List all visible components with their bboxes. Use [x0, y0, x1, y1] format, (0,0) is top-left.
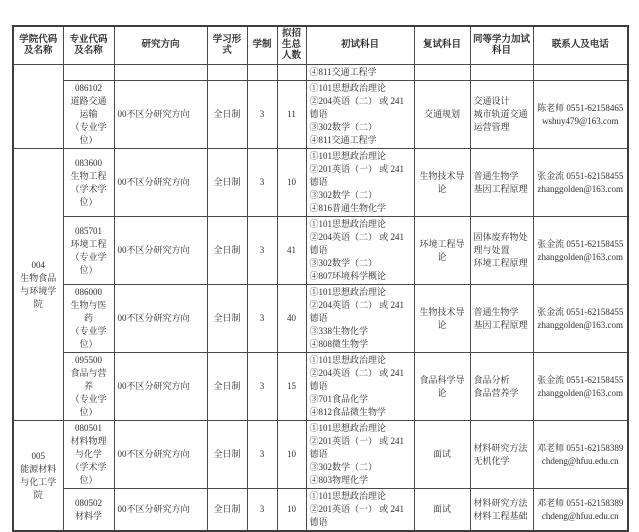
college-name-line: 生物食品与环境学院 [20, 272, 57, 309]
major-cell [63, 489, 114, 532]
exam-subject-line: ②201英语（一） 或 241德语 [309, 504, 405, 527]
major-name-line: 材料学 [74, 510, 102, 521]
exam-subject-line: ①101思想政治理论 [309, 355, 387, 365]
research-direction-cell: 00不区分研究方向 [114, 285, 207, 353]
contact-cell [533, 421, 628, 489]
contact-cell [533, 489, 628, 532]
enrollment-count-cell: 15 [277, 353, 306, 421]
equivalency-test-cell [470, 353, 533, 421]
major-name-line: 材料物理与化学 [70, 436, 107, 459]
exam-subject-line: ③302数学（二） [309, 190, 378, 200]
retest-subject-cell: 生物技术导论 [414, 285, 470, 353]
retest-subject-cell [414, 65, 470, 81]
duration-cell [247, 65, 277, 81]
contact-line: 张金流 0551-62158455 [537, 170, 624, 181]
table-row [13, 81, 628, 149]
major-name-line: （专业学位） [70, 326, 107, 349]
exam-subject-line: ①101思想政治理论 [309, 287, 387, 297]
duration-cell: 3 [247, 353, 277, 421]
contact-line: 邓老师 0551-62158389 [537, 497, 624, 508]
major-cell [63, 353, 114, 421]
equivalency-test-cell [470, 65, 533, 81]
contact-line: wshuy479@163.com [541, 115, 619, 126]
college-name-line: 能源材料与化工学院 [20, 463, 57, 500]
major-cell [63, 149, 114, 217]
header-equivalency-test: 同等学力加试科目 [470, 26, 533, 65]
major-name-line: （学术学位） [70, 183, 107, 207]
equivalency-subject-line: 材料研究方法 [473, 442, 528, 453]
major-name-line: 食品与营养 [70, 368, 107, 391]
header-row [13, 26, 628, 65]
duration-cell: 3 [247, 81, 277, 149]
exam-subject-line: ①101思想政治理论 [309, 219, 387, 229]
major-name-line: （专业学位） [70, 394, 107, 417]
study-form-cell [207, 65, 247, 81]
enrollment-count-cell: 11 [277, 81, 306, 149]
major-name-line: 080502 [75, 497, 102, 508]
major-name-line: 086000 [75, 287, 102, 297]
research-direction-cell: 00不区分研究方向 [114, 149, 207, 217]
table-row [13, 489, 628, 532]
table-row [13, 149, 628, 217]
study-form-cell: 全日制 [207, 353, 247, 421]
retest-subject-cell: 生物技术导论 [414, 149, 470, 217]
contact-line: 邓老师 0551-62158389 [537, 442, 624, 453]
equivalency-subject-line: 环境工程原理 [473, 258, 528, 268]
table-row [13, 285, 628, 353]
major-cell [63, 65, 114, 81]
research-direction-cell: 00不区分研究方向 [114, 353, 207, 421]
equivalency-subject-line: 普通生物学 [473, 306, 519, 317]
equivalency-test-cell [470, 421, 533, 489]
header-research-direction: 研究方向 [114, 26, 207, 65]
retest-subject-cell: 环境工程导论 [414, 217, 470, 285]
equivalency-subject-line: 基因工程原理 [473, 319, 528, 330]
exam-subject-line: ②204英语（二） 或 241德语 [309, 300, 405, 323]
equivalency-test-cell [470, 285, 533, 353]
exam-subject-line: ④807环境科学概论 [309, 271, 387, 281]
header-college-code: 学院代码及名称 [13, 26, 63, 65]
retest-subject-cell: 面试 [414, 421, 470, 489]
initial-exam-cell [306, 353, 414, 421]
equivalency-subject-line: 交通设计 [473, 96, 510, 106]
exam-subject-line: ③338生物化学 [309, 326, 369, 336]
exam-subject-line: ④811交通工程学 [309, 67, 377, 77]
header-enrollment-count: 拟招生总人数 [277, 26, 306, 65]
contact-cell [533, 217, 628, 285]
initial-exam-cell [306, 421, 414, 489]
equivalency-subject-line: 食品营养学 [473, 387, 519, 398]
contact-cell [533, 81, 628, 149]
contact-line: 张金流 0551-62158455 [537, 374, 624, 385]
equivalency-subject-line: 固体废弃物处理与处置 [473, 232, 528, 255]
study-form-cell: 全日制 [207, 285, 247, 353]
duration-cell: 3 [247, 217, 277, 285]
research-direction-cell: 00不区分研究方向 [114, 217, 207, 285]
equivalency-test-cell [470, 81, 533, 149]
major-name-line: 085701 [75, 225, 102, 236]
college-cell [13, 421, 63, 532]
initial-exam-cell [306, 285, 414, 353]
research-direction-cell: 00不区分研究方向 [114, 489, 207, 532]
duration-cell: 3 [247, 421, 277, 489]
contact-line: zhanggolden@163.com [537, 319, 624, 330]
admissions-table [12, 25, 629, 532]
contact-cell [533, 65, 628, 81]
exam-subject-line: ③302数学（二） [309, 462, 378, 472]
major-name-line: 道路交通运输 [70, 96, 107, 119]
exam-subject-line: ④812食品微生物学 [309, 407, 387, 417]
initial-exam-cell [306, 65, 414, 81]
equivalency-test-cell [470, 489, 533, 532]
contact-cell [533, 285, 628, 353]
duration-cell: 3 [247, 149, 277, 217]
exam-subject-line: ④803物理化学 [309, 475, 369, 485]
major-name-line: 086102 [75, 83, 102, 93]
exam-subject-line: ③302数学（二） [309, 122, 378, 132]
major-cell [63, 217, 114, 285]
exam-subject-line: ②201英语（一） 或 241德语 [309, 436, 405, 459]
major-cell [63, 81, 114, 149]
table-body [13, 65, 628, 532]
retest-subject-cell: 交通规划 [414, 81, 470, 149]
exam-subject-line: ②204英语（二） 或 241德语 [309, 368, 405, 391]
contact-line: 陈老师 0551-62158465 [537, 102, 624, 113]
study-form-cell: 全日制 [207, 81, 247, 149]
college-cell [13, 65, 63, 149]
study-form-cell: 全日制 [207, 489, 247, 532]
contact-line: chdeng@hfuu.edu.cn [541, 510, 619, 521]
header-major-code: 专业代码及名称 [63, 26, 114, 65]
research-direction-cell: 00不区分研究方向 [114, 421, 207, 489]
retest-subject-cell: 面试 [414, 489, 470, 532]
contact-cell [533, 149, 628, 217]
exam-subject-line: ①101思想政治理论 [309, 491, 387, 501]
major-name-line: 生物与医药 [70, 300, 107, 323]
enrollment-count-cell: 40 [277, 285, 306, 353]
equivalency-subject-line: 城市轨道交通运营管理 [473, 109, 528, 132]
exam-subject-line: ④816普通生物化学 [309, 203, 387, 213]
initial-exam-cell [306, 149, 414, 217]
table-row [13, 353, 628, 421]
contact-cell [533, 353, 628, 421]
study-form-cell: 全日制 [207, 149, 247, 217]
equivalency-subject-line: 无机化学 [473, 455, 510, 466]
major-name-line: 生物工程 [70, 170, 107, 181]
major-name-line: （学术学位） [70, 462, 107, 485]
contact-line: zhanggolden@163.com [537, 251, 624, 262]
college-name-line: 004 [31, 259, 45, 270]
exam-subject-line: ②201英语（一） 或 241德语 [309, 164, 405, 187]
contact-line: chdeng@hfuu.edu.cn [541, 455, 619, 466]
header-study-form: 学习形式 [207, 26, 247, 65]
equivalency-subject-line: 普通生物学 [473, 170, 519, 181]
exam-subject-line: ①101思想政治理论 [309, 423, 387, 433]
initial-exam-cell [306, 489, 414, 532]
college-cell [13, 149, 63, 421]
research-direction-cell [114, 65, 207, 81]
exam-subject-line: ④811交通工程学 [309, 135, 377, 145]
contact-line: 张金流 0551-62158455 [537, 306, 624, 317]
major-name-line: 083600 [75, 157, 102, 168]
contact-line: 张金流 0551-62158455 [537, 238, 624, 249]
enrollment-count-cell: 10 [277, 421, 306, 489]
enrollment-count-cell: 41 [277, 217, 306, 285]
exam-subject-line: ④808微生物学 [309, 339, 369, 349]
exam-subject-line: ③701食品化学 [309, 394, 369, 404]
table-row [13, 217, 628, 285]
study-form-cell: 全日制 [207, 421, 247, 489]
equivalency-subject-line: 材料研究方法 [473, 497, 528, 508]
retest-subject-cell: 食品科学导论 [414, 353, 470, 421]
initial-exam-cell [306, 81, 414, 149]
enrollment-count-cell [277, 65, 306, 81]
equivalency-test-cell [470, 217, 533, 285]
exam-subject-line: ③302数学（二） [309, 258, 378, 268]
header-duration: 学制 [247, 26, 277, 65]
major-name-line: （专业学位） [70, 251, 107, 275]
equivalency-subject-line: 基因工程原理 [473, 183, 528, 194]
header-retest-subjects: 复试科目 [414, 26, 470, 65]
exam-subject-line: ①101思想政治理论 [309, 83, 387, 93]
research-direction-cell: 00不区分研究方向 [114, 81, 207, 149]
initial-exam-cell [306, 217, 414, 285]
major-cell [63, 285, 114, 353]
table-row [13, 421, 628, 489]
header-contact: 联系人及电话 [533, 26, 628, 65]
exam-subject-line: ②204英语（二） 或 241德语 [309, 96, 405, 119]
table-row [13, 65, 628, 81]
major-name-line: 095500 [75, 355, 102, 365]
duration-cell: 3 [247, 489, 277, 532]
exam-subject-line: ①101思想政治理论 [309, 151, 387, 161]
equivalency-subject-line: 材料工程基础 [473, 510, 528, 521]
major-name-line: （专业学位） [70, 122, 107, 145]
equivalency-test-cell [470, 149, 533, 217]
major-name-line: 环境工程 [70, 238, 107, 249]
contact-line: zhanggolden@163.com [537, 387, 624, 398]
major-name-line: 080501 [75, 423, 102, 433]
header-initial-exam: 初试科目 [306, 26, 414, 65]
enrollment-count-cell: 10 [277, 489, 306, 532]
college-name-line: 005 [31, 450, 45, 461]
equivalency-subject-line: 食品分析 [473, 374, 510, 385]
duration-cell: 3 [247, 285, 277, 353]
enrollment-count-cell: 10 [277, 149, 306, 217]
study-form-cell: 全日制 [207, 217, 247, 285]
contact-line: zhanggolden@163.com [537, 183, 624, 194]
exam-subject-line: ②204英语（二） 或 241德语 [309, 232, 405, 255]
major-cell [63, 421, 114, 489]
